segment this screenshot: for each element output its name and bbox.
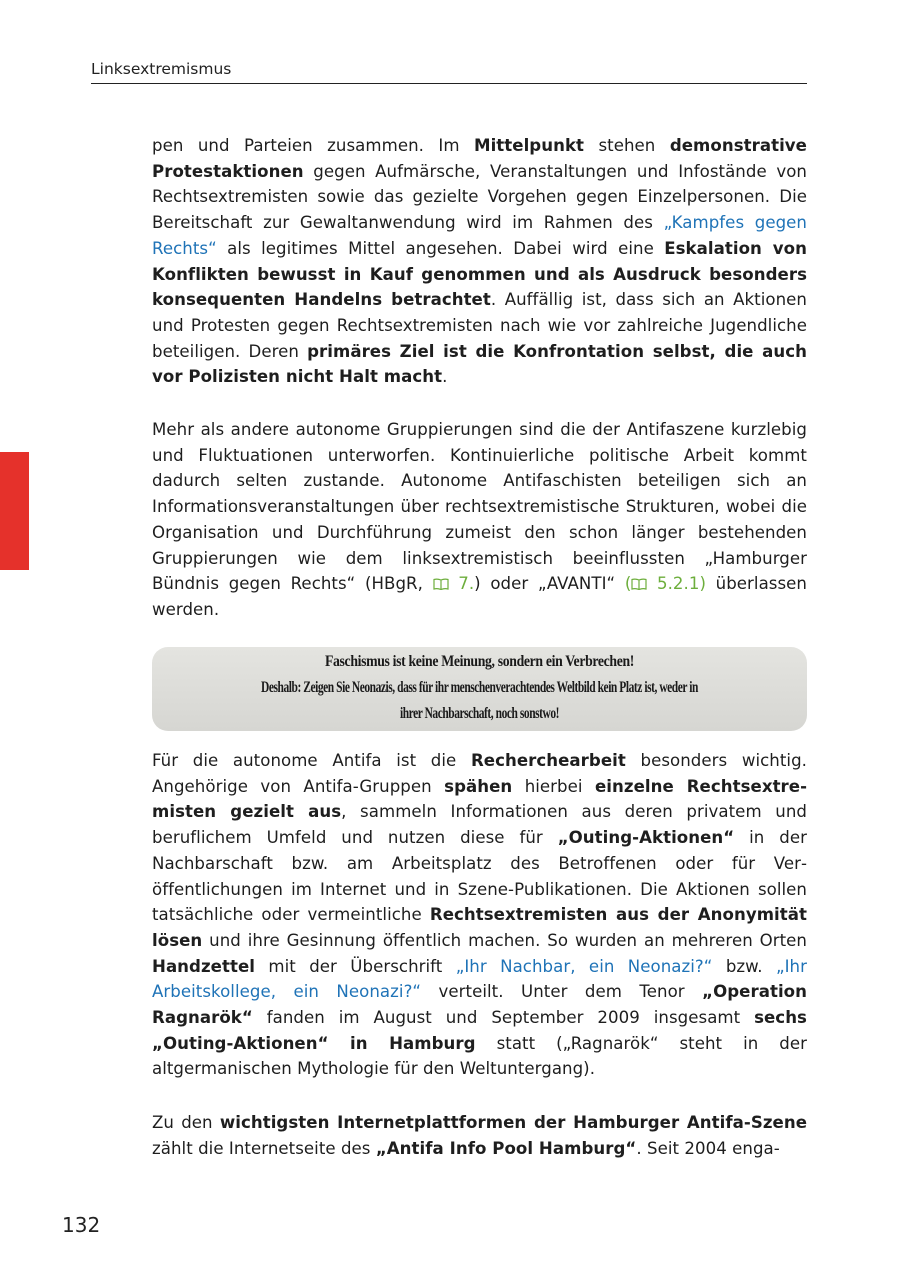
running-head: Linksextremismus [91,60,232,78]
header-rule [91,83,807,84]
link-ihr-arbeitskollege-ein-neonazi[interactable]: „Ihr Arbeitskollege, ein Neonazi?“ [152,956,807,1002]
paragraph-2: Mehr als andere autonome Gruppierungen sind die der Antifaszene kurzlebig und Fluktuationen unterworfen. Kontinuierliche politische Arbeit kommt dadurch selten zustande. Autonome Antifaschisten beteiligen sich an Informationsveranstaltungen über rechtsextremistische Strukturen, wobei die Organisation und Durchführung zumeist den schon länger bestehenden Gruppierungen wie dem linksextremistisch beeinflussten „Hamburger Bündnis gegen Rechts“ (HBgR, 7.) oder „AVANTI“ ( 5.2.1) überlassen werden. [152,420,807,619]
paragraph-3: Für die autonome Antifa ist die Recherchearbeit besonders wichtig. Angehörige von Antifa-Gruppen spähen hierbei einzelne Rechtsextremisten gezielt aus, sammeln Informationen aus deren privatem und beruflichem Umfeld und nutzen diese für „Outing-Aktionen“ in der Nachbarschaft bzw. am Arbeitsplatz des Betroffenen oder für Veröffentlichungen im Internet und in Szene-Publikationen. Die Aktionen sollen tatsächliche oder vermeintliche Rechtsextremisten aus der Anonymität lösen und ihre Gesinnung öffentlich machen. So wurden an mehreren Orten Handzettel mit der Überschrift „Ihr Nachbar, ein Neonazi?“ bzw. „Ihr Arbeitskollege, ein Neonazi?“ verteilt. Unter dem Tenor „Operation Ragnarök“ fanden im August und September 2009 insgesamt sechs „Outing-Aktionen“ in Hamburg statt („Ragnarök“ steht in der altgermanischen Mythologie für den Weltuntergang). [152,751,807,1079]
banner-line-3: ihrer Nachbarschaft, noch sonstwo! [399,705,560,722]
link-kampfes-gegen-rechts[interactable]: „Kampfes gegen Rechts“ [152,213,807,258]
paragraph-4: Zu den wichtigsten Internetplattformen der Hamburger Antifa-Szene zählt die Internetseite des „Antifa Info Pool Hamburg“. Seit 2004 enga- [152,1113,808,1158]
banner-line-2: Deshalb: Zeigen Sie Neonazis, dass für ihr menschenverachtendes Weltbild kein Platz ist, weder in [261,679,698,696]
cross-reference-5-2-1[interactable]: ( 5.2.1) [624,574,706,594]
banner-line-1: Faschismus ist keine Meinung, sondern ein Verbrechen! [324,653,635,670]
page-number: 132 [62,1213,101,1237]
link-ihr-nachbar-ein-neonazi[interactable]: „Ihr Nachbar, ein Neonazi?“ [455,956,713,976]
chapter-side-tab [0,452,29,570]
book-reference-icon [433,578,449,590]
paragraph-1: pen und Parteien zusammen. Im Mittelpunkt stehen demonstrative Protestaktionen gegen Aufmärsche, Veranstaltungen und Infostände von Rechtsextremisten sowie das gezielte Vorgehen gegen Einzelpersonen. Die Bereitschaft zur Gewaltanwendung wird im Rahmen des „Kampfes gegen Rechts“ als legitimes Mittel angesehen. Dabei wird eine Eskalation von Konflikten bewusst in Kauf genommen und als Ausdruck besonders konsequenten Handelns betrachtet. Auffällig ist, dass sich an Aktionen und Protesten gegen Rechtsextremisten nach wie vor zahlreiche Jugendliche beteiligen. Deren primäres Ziel ist die Konfrontation selbst, die auch vor Polizisten nicht Halt macht. [152,136,807,387]
quoted-banner-image [152,647,807,731]
cross-reference-7[interactable]: 7. [433,574,475,593]
book-reference-icon [631,578,647,590]
